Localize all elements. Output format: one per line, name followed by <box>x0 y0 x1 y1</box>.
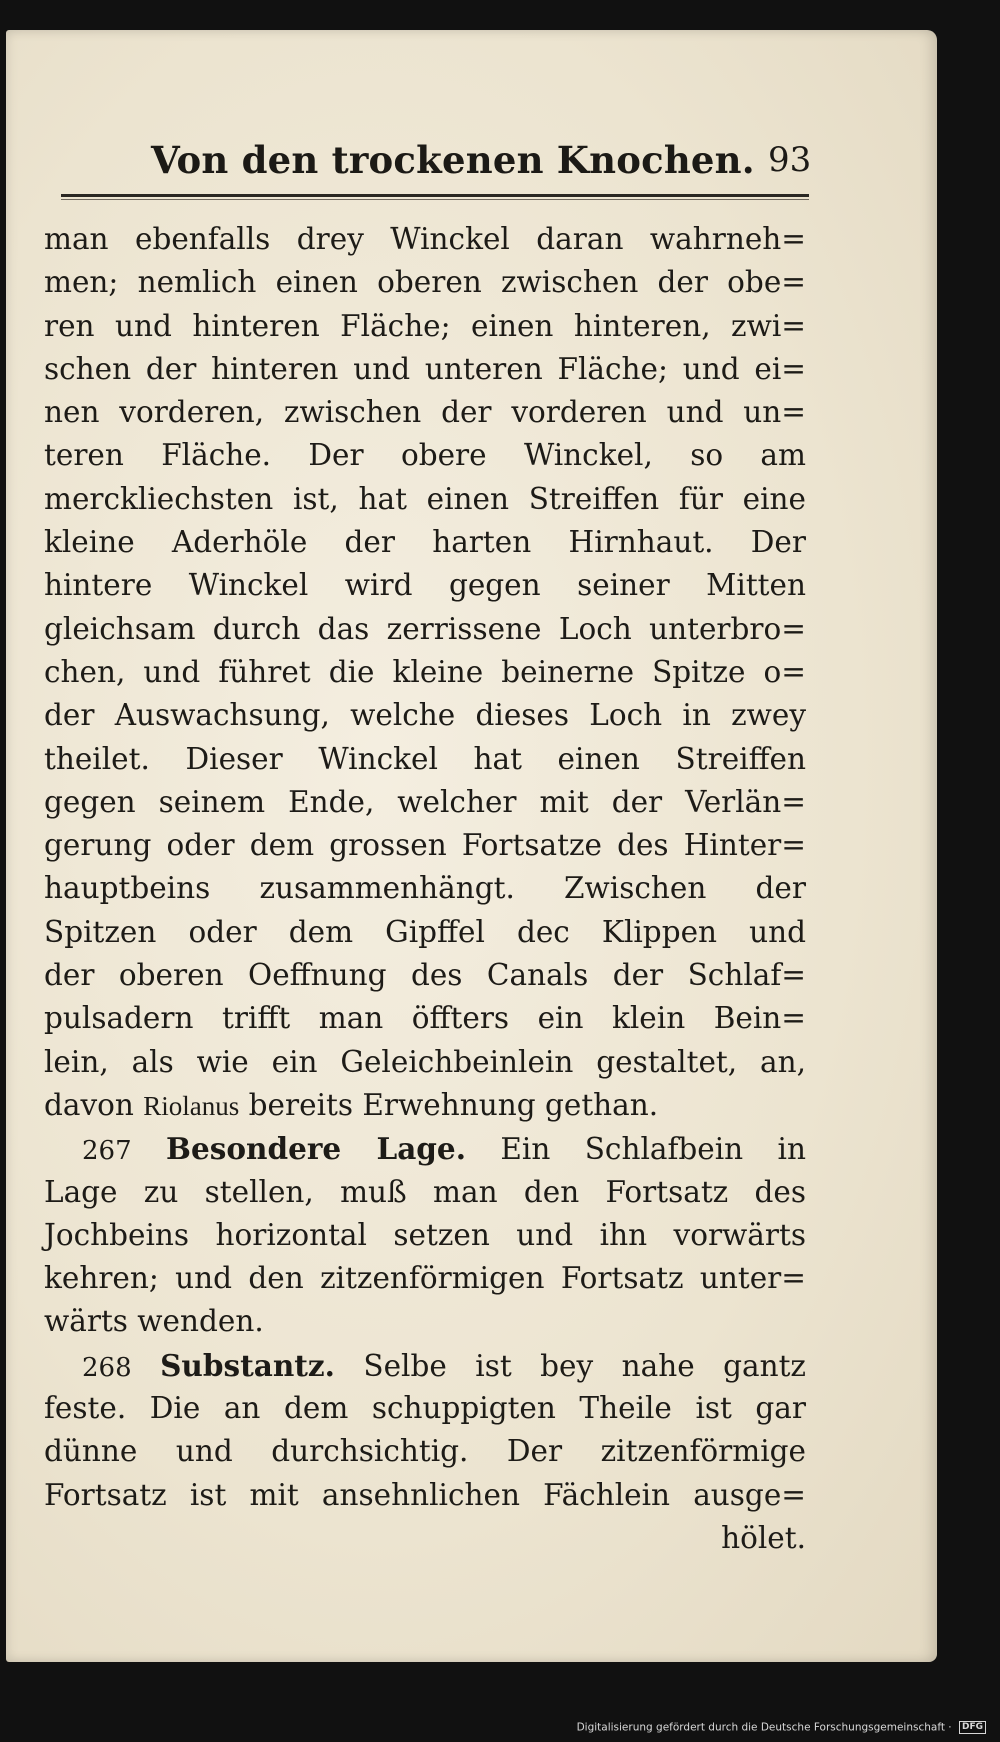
text-line: chen, und führet die kleine beinerne Spitze o= <box>44 654 806 689</box>
header-rule-thin <box>61 199 809 200</box>
text-line: ren und hinteren Fläche; einen hinteren, zwi= <box>44 308 806 343</box>
text-line: gleichsam durch das zerrissene Loch unterbro= <box>44 611 806 646</box>
text-line: dünne und durchsichtig. Der zitzenförmige <box>44 1434 806 1469</box>
text-line: kehren; und den zitzenförmigen Fortsatz unter= <box>44 1261 806 1296</box>
text-line: Spitzen oder dem Gipffel dec Klippen und <box>44 914 806 949</box>
text-fragment: davon <box>44 1087 144 1122</box>
text-line: kleine Aderhöle der harten Hirnhaut. Der <box>44 525 806 560</box>
text-line: gerung oder dem grossen Fortsatze des Hinter= <box>44 828 806 863</box>
catchword: hölet. <box>721 1520 806 1555</box>
text-line: der oberen Oeffnung des Canals der Schlaf= <box>44 958 806 993</box>
text-line: Lage zu stellen, muß man den Fortsatz des <box>44 1174 806 1209</box>
page-header <box>136 138 816 184</box>
dfg-logo: DFG <box>959 1721 986 1734</box>
text-line: hauptbeins zusammenhängt. Zwischen der <box>44 871 806 906</box>
header-rule <box>61 194 809 197</box>
text-fragment: Selbe ist bey nahe gantz <box>334 1348 806 1383</box>
section-heading: Substantz. <box>160 1347 335 1383</box>
text-line: nen vorderen, zwischen der vorderen und un= <box>44 395 806 430</box>
book-page <box>6 30 937 1662</box>
text-line: Jochbeins horizontal setzen und ihn vorwärts <box>44 1217 806 1252</box>
text-line: pulsadern trifft man öffters ein klein Bein= <box>44 1001 806 1036</box>
section-heading: Besondere Lage. <box>166 1131 466 1167</box>
footer-credit: Digitalisierung gefördert durch die Deutsche Forschungsgemeinschaft · DFG <box>577 1721 986 1734</box>
text-line: theilet. Dieser Winckel hat einen Streiffen <box>44 741 806 776</box>
text-line: Fortsatz ist mit ansehnlichen Fächlein ausge= <box>44 1477 806 1512</box>
text-line: man ebenfalls drey Winckel daran wahrneh= <box>44 222 806 256</box>
page-number: 93 <box>768 140 812 180</box>
section-first-line <box>44 1127 806 1170</box>
section-number: 268 <box>82 1352 132 1383</box>
text-line: hintere Winckel wird gegen seiner Mitten <box>44 568 806 603</box>
text-line: wärts wenden. <box>44 1304 264 1339</box>
body-text <box>44 218 806 1560</box>
text-line: merckliechsten ist, hat einen Streiffen für eine <box>44 481 806 516</box>
running-title: Von den trockenen Knochen. <box>151 138 755 182</box>
text-line: gegen seinem Ende, welcher mit der Verlän= <box>44 784 806 819</box>
text-fragment: Ein Schlafbein in <box>465 1132 806 1167</box>
text-fragment: bereits Erwehnung gethan. <box>239 1087 659 1122</box>
text-line: feste. Die an dem schuppigten Theile ist gar <box>44 1391 806 1426</box>
text-line: men; nemlich einen oberen zwischen der obe= <box>44 265 806 300</box>
text-line: schen der hinteren und unteren Fläche; und ei= <box>44 351 806 386</box>
text-line <box>44 1084 806 1127</box>
section-first-line <box>44 1344 806 1387</box>
author-name: Riolanus <box>143 1090 240 1121</box>
text-line: lein, als wie ein Geleichbeinlein gestaltet, an, <box>44 1044 806 1079</box>
credit-text: Digitalisierung gefördert durch die Deutsche Forschungsgemeinschaft <box>576 1721 945 1734</box>
section-number: 267 <box>82 1136 132 1167</box>
text-line: der Auswachsung, welche dieses Loch in zwey <box>44 698 806 733</box>
text-line: teren Fläche. Der obere Winckel, so am <box>44 438 806 473</box>
